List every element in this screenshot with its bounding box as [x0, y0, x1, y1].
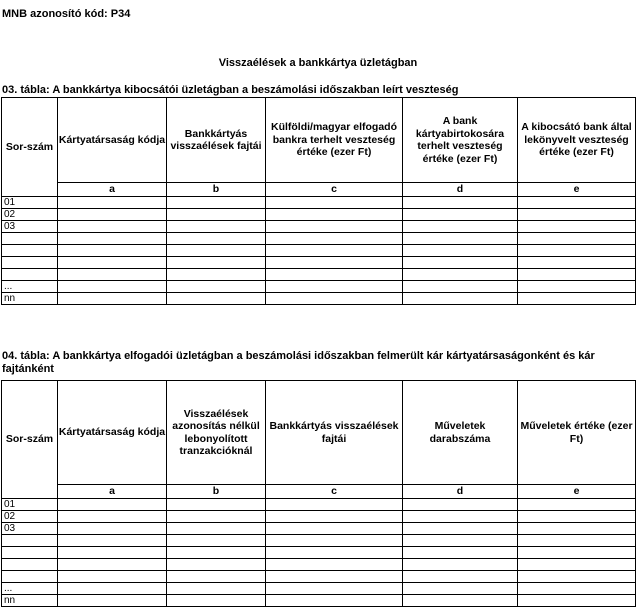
row-number: 02	[2, 208, 58, 220]
table-row	[2, 510, 636, 522]
table-row	[2, 522, 636, 534]
table-row	[2, 268, 636, 280]
data-cell[interactable]	[403, 268, 518, 280]
data-cell[interactable]	[167, 280, 266, 292]
data-cell[interactable]	[266, 256, 403, 268]
mnb-id-code: MNB azonosító kód: P34	[2, 8, 131, 20]
table-row	[2, 546, 636, 558]
data-cell[interactable]	[518, 570, 636, 582]
column-header: Műveletek értéke (ezer Ft)	[518, 381, 636, 485]
data-cell[interactable]	[167, 220, 266, 232]
column-header: Bankkártyás visszaélések fajtái	[167, 98, 266, 183]
column-header: Visszaélések azonosítás nélkül lebonyolított tranzakcióknál	[167, 381, 266, 485]
data-cell[interactable]	[167, 546, 266, 558]
data-cell[interactable]	[403, 534, 518, 546]
data-cell[interactable]	[58, 232, 167, 244]
row-number: 02	[2, 510, 58, 522]
data-cell[interactable]	[518, 220, 636, 232]
data-cell[interactable]	[518, 292, 636, 304]
row-number	[2, 268, 58, 280]
data-cell[interactable]	[266, 498, 403, 510]
data-cell[interactable]	[403, 582, 518, 594]
column-header: Bankkártyás visszaélések fajtái	[266, 381, 403, 485]
data-cell[interactable]	[58, 522, 167, 534]
table-row	[2, 280, 636, 292]
data-cell[interactable]	[266, 522, 403, 534]
data-cell[interactable]	[266, 570, 403, 582]
data-cell[interactable]	[518, 498, 636, 510]
data-cell[interactable]	[518, 268, 636, 280]
column-header: Kártyatársaság kódja	[58, 381, 167, 485]
table-row	[2, 220, 636, 232]
table-row	[2, 594, 636, 606]
data-cell[interactable]	[266, 558, 403, 570]
data-cell[interactable]	[167, 522, 266, 534]
data-cell[interactable]	[403, 522, 518, 534]
row-number: nn	[2, 292, 58, 304]
data-cell[interactable]	[403, 546, 518, 558]
data-cell[interactable]	[403, 292, 518, 304]
data-cell[interactable]	[403, 220, 518, 232]
data-cell[interactable]	[518, 510, 636, 522]
data-cell[interactable]	[167, 498, 266, 510]
row-number	[2, 534, 58, 546]
data-cell[interactable]	[58, 546, 167, 558]
table2-caption: 04. tábla: A bankkártya elfogadói üzletágban a beszámolási időszakban felmerült kár kártyatársaságonként és kár fajtánként	[2, 350, 595, 375]
row-number: 01	[2, 498, 58, 510]
data-cell[interactable]	[266, 594, 403, 606]
data-cell[interactable]	[403, 244, 518, 256]
column-header: A bank kártyabirtokosára terhelt veszteség értéke (ezer Ft)	[403, 98, 518, 183]
table-row	[2, 232, 636, 244]
row-number	[2, 256, 58, 268]
table-row	[2, 498, 636, 510]
data-cell[interactable]	[518, 546, 636, 558]
data-cell[interactable]	[58, 570, 167, 582]
data-cell[interactable]	[403, 232, 518, 244]
header-row	[2, 98, 636, 183]
row-number: ...	[2, 280, 58, 292]
table2	[1, 380, 636, 607]
table-row	[2, 292, 636, 304]
data-cell[interactable]	[58, 268, 167, 280]
column-letter: c	[266, 183, 403, 197]
row-number	[2, 232, 58, 244]
data-cell[interactable]	[167, 232, 266, 244]
data-cell[interactable]	[58, 558, 167, 570]
data-cell[interactable]	[266, 510, 403, 522]
data-cell[interactable]	[167, 534, 266, 546]
column-header: Műveletek darabszáma	[403, 381, 518, 485]
row-number: 03	[2, 522, 58, 534]
table-row	[2, 570, 636, 582]
column-header: Sor-szám	[2, 381, 58, 499]
letter-row	[2, 183, 636, 197]
data-cell[interactable]	[403, 594, 518, 606]
row-number: ...	[2, 582, 58, 594]
data-cell[interactable]	[58, 510, 167, 522]
column-letter: d	[403, 485, 518, 499]
column-letter: e	[518, 485, 636, 499]
data-cell[interactable]	[167, 594, 266, 606]
column-header: Külföldi/magyar elfogadó bankra terhelt veszteség értéke (ezer Ft)	[266, 98, 403, 183]
data-cell[interactable]	[167, 570, 266, 582]
data-cell[interactable]	[518, 256, 636, 268]
table1-caption: 03. tábla: A bankkártya kibocsátói üzletágban a beszámolási időszakban leírt veszteség	[2, 84, 459, 96]
row-number	[2, 570, 58, 582]
data-cell[interactable]	[403, 510, 518, 522]
data-cell[interactable]	[518, 582, 636, 594]
data-cell[interactable]	[518, 534, 636, 546]
data-cell[interactable]	[58, 220, 167, 232]
row-number	[2, 558, 58, 570]
data-cell[interactable]	[403, 208, 518, 220]
data-cell[interactable]	[518, 232, 636, 244]
data-cell[interactable]	[167, 582, 266, 594]
table-row	[2, 196, 636, 208]
table-row	[2, 208, 636, 220]
table-row	[2, 244, 636, 256]
data-cell[interactable]	[518, 522, 636, 534]
data-cell[interactable]	[58, 292, 167, 304]
data-cell[interactable]	[167, 510, 266, 522]
data-cell[interactable]	[266, 280, 403, 292]
data-cell[interactable]	[518, 558, 636, 570]
data-cell[interactable]	[58, 280, 167, 292]
data-cell[interactable]	[266, 582, 403, 594]
data-cell[interactable]	[266, 268, 403, 280]
data-cell[interactable]	[518, 244, 636, 256]
column-header: A kibocsátó bank által lekönyvelt veszteség értéke (ezer Ft)	[518, 98, 636, 183]
data-cell[interactable]	[58, 498, 167, 510]
data-cell[interactable]	[403, 196, 518, 208]
row-number	[2, 244, 58, 256]
data-cell[interactable]	[403, 570, 518, 582]
data-cell[interactable]	[58, 594, 167, 606]
data-cell[interactable]	[266, 232, 403, 244]
row-number: 01	[2, 196, 58, 208]
table-row	[2, 558, 636, 570]
data-cell[interactable]	[266, 220, 403, 232]
data-cell[interactable]	[167, 244, 266, 256]
data-cell[interactable]	[58, 244, 167, 256]
data-cell[interactable]	[518, 594, 636, 606]
data-cell[interactable]	[266, 208, 403, 220]
data-cell[interactable]	[403, 558, 518, 570]
data-cell[interactable]	[266, 546, 403, 558]
table-row	[2, 256, 636, 268]
data-cell[interactable]	[167, 256, 266, 268]
data-cell[interactable]	[518, 208, 636, 220]
data-cell[interactable]	[58, 582, 167, 594]
column-letter: b	[167, 485, 266, 499]
column-letter: a	[58, 485, 167, 499]
data-cell[interactable]	[266, 292, 403, 304]
data-cell[interactable]	[266, 244, 403, 256]
data-cell[interactable]	[403, 256, 518, 268]
document-title: Visszaélések a bankkártya üzletágban	[218, 57, 418, 69]
data-cell[interactable]	[403, 498, 518, 510]
data-cell[interactable]	[58, 534, 167, 546]
data-cell[interactable]	[167, 196, 266, 208]
data-cell[interactable]	[518, 196, 636, 208]
data-cell[interactable]	[266, 196, 403, 208]
data-cell[interactable]	[58, 256, 167, 268]
data-cell[interactable]	[518, 280, 636, 292]
column-header: Kártyatársaság kódja	[58, 98, 167, 183]
data-cell[interactable]	[266, 534, 403, 546]
column-letter: a	[58, 183, 167, 197]
table-row	[2, 534, 636, 546]
data-cell[interactable]	[167, 268, 266, 280]
data-cell[interactable]	[58, 196, 167, 208]
data-cell[interactable]	[403, 280, 518, 292]
row-number	[2, 546, 58, 558]
column-header: Sor-szám	[2, 98, 58, 197]
column-letter: d	[403, 183, 518, 197]
data-cell[interactable]	[167, 208, 266, 220]
table-row	[2, 582, 636, 594]
column-letter: e	[518, 183, 636, 197]
column-letter: c	[266, 485, 403, 499]
data-cell[interactable]	[167, 292, 266, 304]
row-number: 03	[2, 220, 58, 232]
header-row	[2, 381, 636, 485]
data-cell[interactable]	[58, 208, 167, 220]
table1	[1, 97, 636, 305]
column-letter: b	[167, 183, 266, 197]
letter-row	[2, 485, 636, 499]
data-cell[interactable]	[167, 558, 266, 570]
row-number: nn	[2, 594, 58, 606]
